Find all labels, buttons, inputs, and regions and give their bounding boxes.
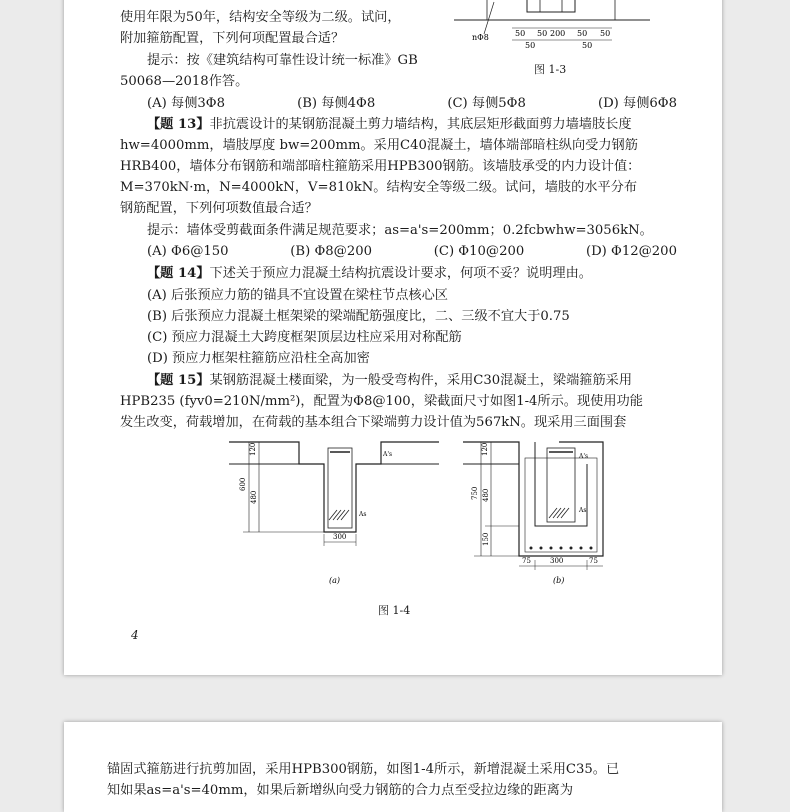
dim-label: 120 — [481, 442, 489, 456]
label-as-prime: A's — [579, 453, 589, 460]
text-line: 钢筋配置，下列何项数值最合适？ — [120, 201, 318, 216]
q12-options — [147, 93, 677, 114]
dim-label: 300 — [550, 557, 564, 565]
dim-label: 750 — [471, 486, 479, 500]
subfigure-label: (a) — [329, 576, 341, 585]
option-d: (D) 预应力框架柱箍筋应沿柱全高加密 — [147, 351, 370, 366]
figure-caption: 图 1-3 — [534, 63, 567, 76]
question-text: 非抗震设计的某钢筋混凝土剪力墙结构，其底层矩形截面剪力墙墙肢长度 — [209, 117, 632, 132]
text-line: 附加箍筋配置，下列何项配置最合适？ — [120, 31, 345, 46]
option-a: (A) Φ6@150 — [147, 244, 229, 259]
question-text: 某钢筋混凝土楼面梁，为一般受弯构件，采用C30混凝土，梁端箍筋采用 — [209, 373, 633, 388]
dim-label: 300 — [333, 533, 347, 541]
option-d: (D) 每侧6Φ8 — [597, 96, 677, 111]
figure-1-4a — [229, 442, 439, 585]
page-number: 4 — [131, 628, 139, 642]
dim-label: 50 — [600, 29, 611, 38]
dim-label: 50 — [537, 29, 548, 38]
text-line: hw=4000mm，墙肢厚度 bw=200mm。采用C40混凝土，墙体端部暗柱纵向受力钢筋 — [120, 138, 638, 153]
dim-label: 200 — [550, 29, 566, 38]
option-b: (B) 每侧4Φ8 — [297, 96, 376, 111]
dim-label: 120 — [249, 442, 257, 456]
q15-line — [147, 370, 707, 391]
text-line: M=370kN·m，N=4000kN，V=810kN。结构安全等级二级。试问，墙肢的水平分布 — [120, 180, 638, 195]
document-page-1 — [64, 0, 722, 675]
text-line: HPB235 (fyv0=210N/mm²)，配置为Φ8@100，梁截面尺寸如图1-4所示。现使用功能 — [120, 394, 643, 409]
bar-label: nΦ8 — [472, 33, 489, 42]
option-b: (B) Φ8@200 — [290, 244, 373, 259]
text-line: 50068—2018作答。 — [120, 74, 249, 89]
question-label: 【题 14】 — [147, 266, 210, 281]
option-c: (C) Φ10@200 — [433, 244, 525, 259]
text-line: 发生改变，荷载增加，在荷载的基本组合下梁端剪力设计值为567kN。现采用三面围套 — [120, 415, 627, 430]
option-c: (C) 每侧5Φ8 — [447, 96, 526, 111]
q13-options — [147, 241, 677, 262]
dim-label: 480 — [482, 488, 490, 502]
option-d: (D) Φ12@200 — [585, 244, 677, 259]
question-label: 【题 15】 — [147, 373, 210, 388]
label-as-prime: A's — [383, 451, 393, 458]
subfigure-label: (b) — [553, 576, 565, 585]
option-a: (A) 每侧3Φ8 — [147, 96, 225, 111]
document-page-2 — [64, 722, 722, 812]
dim-label: 75 — [589, 557, 598, 565]
dim-label: 50 — [515, 29, 526, 38]
text-line: 知如果as=a's=40mm，如果后新增纵向受力钢筋的合力点至受拉边缘的距离为 — [107, 783, 574, 798]
option-c: (C) 预应力混凝土大跨度框架顶层边柱应采用对称配筋 — [147, 330, 462, 345]
option-a: (A) 后张预应力筋的锚具不宜设置在梁柱节点核心区 — [147, 288, 448, 303]
dim-label: 75 — [522, 557, 531, 565]
figure-1-4b — [463, 442, 603, 585]
label-as: As — [359, 511, 367, 518]
dim-label: 50 — [582, 41, 593, 50]
text-line: 使用年限为50年，结构安全等级为二级。试问， — [120, 10, 401, 25]
figure-caption: 图 1-4 — [378, 604, 411, 617]
figure-1-4 — [219, 436, 598, 596]
dim-label: 50 — [525, 41, 536, 50]
dim-label: 600 — [239, 477, 247, 491]
q13-line — [147, 114, 707, 135]
label-as: As — [579, 507, 587, 514]
hint-line: 提示：墙体受剪截面条件满足规范要求；as=a's=200mm；0.2fcbwhw=3056kN。 — [147, 223, 653, 238]
question-text: 下述关于预应力混凝土结构抗震设计要求，何项不妥？说明理由。 — [209, 266, 592, 281]
hint-line: 提示：按《建筑结构可靠性设计统一标准》GB — [147, 53, 418, 68]
question-label: 【题 13】 — [147, 117, 210, 132]
option-b: (B) 后张预应力混凝土框架梁的梁端配筋强度比，二、三级不宜大于0.75 — [147, 309, 570, 324]
q14-line — [147, 263, 707, 284]
text-line: 锚固式箍筋进行抗剪加固，采用HPB300钢筋，如图1-4所示，新增混凝土采用C35。已 — [107, 762, 620, 777]
dim-label: 150 — [482, 532, 490, 546]
dim-label: 480 — [250, 490, 258, 504]
text-line: HRB400，墙体分布钢筋和端部暗柱箍筋采用HPB300钢筋。该墙肢承受的内力设计值： — [120, 159, 641, 174]
figure-1-3 — [452, 0, 652, 52]
dim-label: 50 — [577, 29, 588, 38]
